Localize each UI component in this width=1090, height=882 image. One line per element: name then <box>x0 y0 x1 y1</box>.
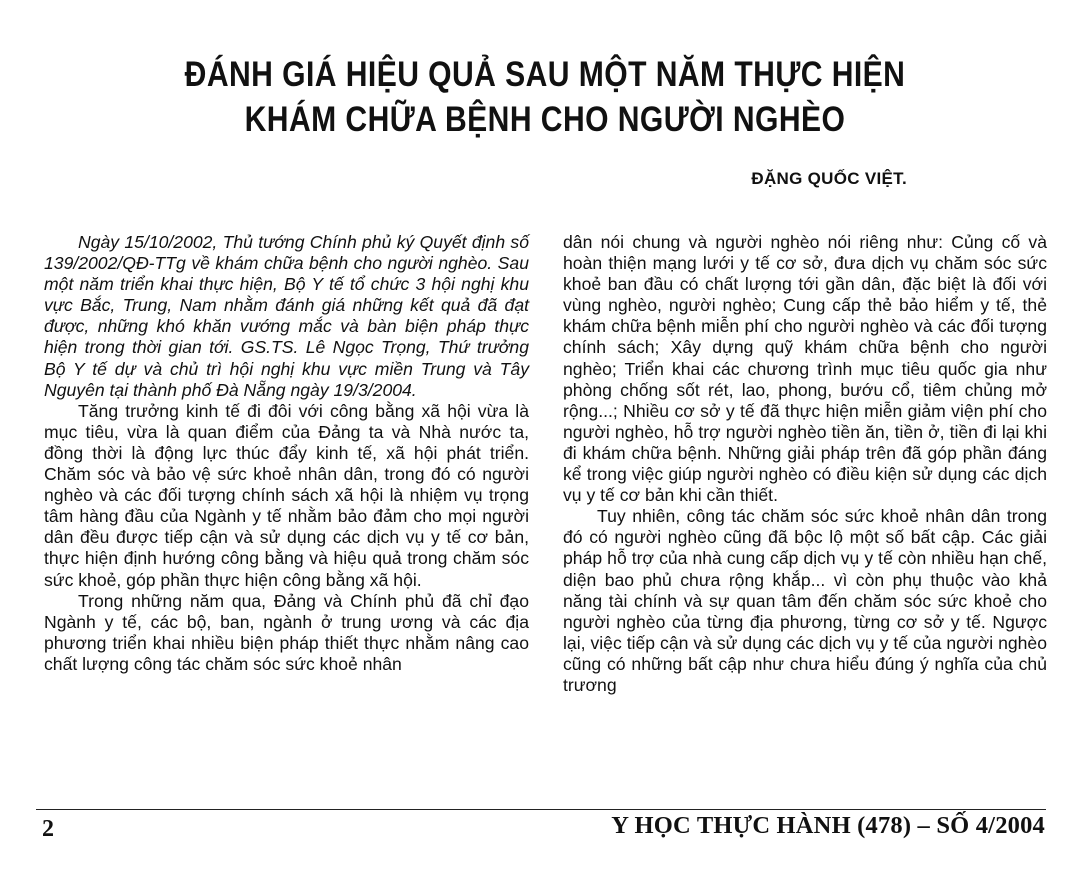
abstract: Ngày 15/10/2002, Thủ tướng Chính phủ ký Quyết định số 139/2002/QĐ-TTg về khám chữa bệnh cho người nghèo. Sau một năm triển khai thực hiện, Bộ Y tế tổ chức 3 hội nghị khu vực Bắc, Trung, Nam nhằm đánh giá những kết quả đã đạt được, những khó khăn vướng mắc và bàn biện pháp thực hiện trong thời gian tới. GS.TS. Lê Ngọc Trọng, Thứ trưởng Bộ Y tế dự và chủ trì hội nghị khu vực miền Trung và Tây Nguyên tại thành phố Đà Nẵng ngày 19/3/2004. <box>44 232 529 400</box>
article-title <box>76 52 1013 142</box>
footer-rule <box>36 809 1046 810</box>
paragraph-1: Tăng trưởng kinh tế đi đôi với công bằng xã hội vừa là mục tiêu, vừa là quan điểm của Đảng ta và Nhà nước ta, đồng thời là động lực thúc đẩy kinh tế, xã hội phát triển. Chăm sóc và bảo vệ sức khoẻ nhân dân, trong đó có người nghèo và các đối tượng chính sách xã hội là nhiệm vụ trọng tâm hàng đầu của Ngành y tế nhằm bảo đảm cho mọi người dân đều được tiếp cận và sử dụng các dịch vụ y tế cơ bản, thực hiện định hướng công bằng và hiệu quả trong chăm sóc sức khoẻ, góp phần thực hiện công bằng xã hội. <box>44 400 529 590</box>
paragraph-3: dân nói chung và người nghèo nói riêng như: Củng cố và hoàn thiện mạng lưới y tế cơ sở, đưa dịch vụ chăm sóc sức khoẻ ban đầu có chất lượng tới gần dân, đặc biệt là đối với vùng nghèo, người nghèo; Cung cấp thẻ bảo hiểm y tế, thẻ khám chữa bệnh miễn phí cho người nghèo và các đối tượng chính sách; Xây dựng quỹ khám chữa bệnh cho người nghèo; Triển khai các chương trình mục tiêu quốc gia như phòng chống sốt rét, lao, phong, bướu cổ, tiêm chủng mở rộng...; Nhiều cơ sở y tế đã thực hiện miễn giảm viện phí cho người nghèo, hỗ trợ người nghèo tiền ăn, tiền ở, tiền đi lại khi đi khám chữa bệnh. Những giải pháp trên đã góp phần đáng kể trong việc giúp người nghèo có điều kiện sử dụng các dịch vụ y tế cơ bản khi cần thiết. <box>563 232 1047 506</box>
title-line-1: ĐÁNH GIÁ HIỆU QUẢ SAU MỘT NĂM THỰC HIỆN <box>184 55 906 94</box>
page-number: 2 <box>42 816 54 842</box>
journal-footer: Y HỌC THỰC HÀNH (478) – SỐ 4/2004 <box>611 812 1045 839</box>
paragraph-4: Tuy nhiên, công tác chăm sóc sức khoẻ nhân dân trong đó có người nghèo cũng đã bộc lộ một số bất cập. Các giải pháp hỗ trợ của nhà cung cấp dịch vụ y tế còn nhiều hạn chế, diện bao phủ chưa rộng khắp... vì còn phụ thuộc vào khả năng tài chính và sự quan tâm đến chăm sóc sức khoẻ cho người nghèo của từng địa phương, từng cơ sở y tế. Ngược lại, việc tiếp cận và sử dụng các dịch vụ y tế của người nghèo cũng có những bất cập như chưa hiểu đúng ý nghĩa của chủ trương <box>563 506 1047 695</box>
left-column <box>44 232 529 675</box>
right-column <box>563 232 1047 696</box>
paragraph-2: Trong những năm qua, Đảng và Chính phủ đã chỉ đạo Ngành y tế, các bộ, ban, ngành ở trung ương và các địa phương triển khai nhiều biện pháp thiết thực nhằm nâng cao chất lượng công tác chăm sóc sức khoẻ nhân <box>44 590 529 674</box>
author-name: ĐẶNG QUỐC VIỆT. <box>751 169 907 188</box>
title-line-2: KHÁM CHỮA BỆNH CHO NGƯỜI NGHÈO <box>244 100 846 139</box>
